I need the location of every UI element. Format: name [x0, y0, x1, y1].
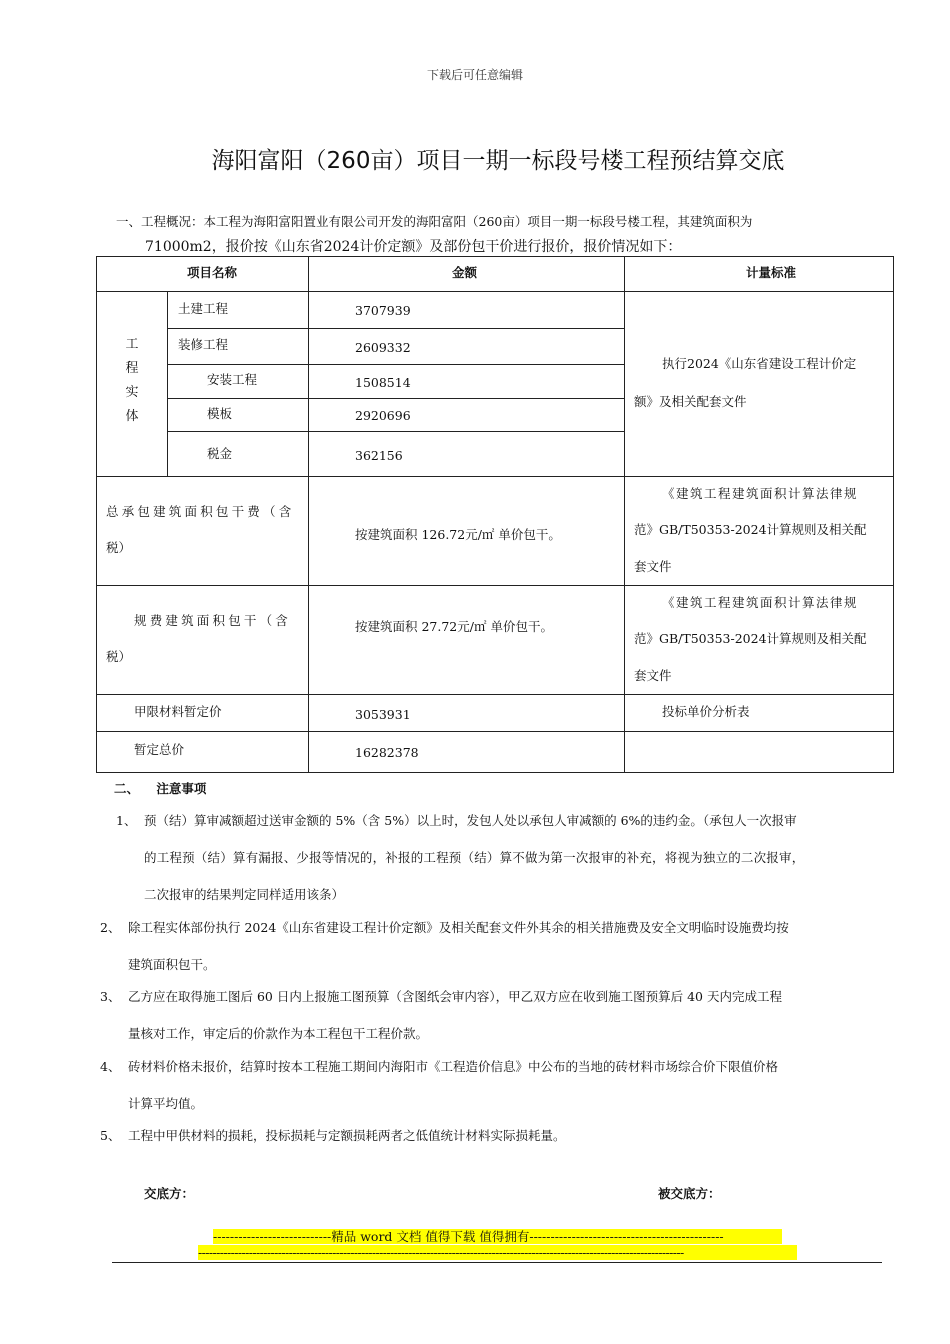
material-standard: 投标单价分析表 — [662, 704, 750, 719]
intro-line-2: 71000m2，报价按《山东省2024计价定额》及部份包干价进行报价，报价情况如下： — [145, 239, 682, 255]
entity-standard-line-2: 额》及相关配套文件 — [634, 394, 747, 409]
note-4-line-1: 砖材料价格未报价，结算时按本工程施工期间内海阳市《工程造价信息》中公布的当地的砖材料市场综合价下限值价格 — [128, 1059, 779, 1074]
fee-area-standard-2: 范》GB/T50353-2024计算规则及相关配 — [634, 631, 867, 646]
signature-left: 交底方： — [144, 1186, 195, 1201]
total-area-name-2: 税） — [106, 540, 132, 555]
row-decoration-name: 装修工程 — [178, 337, 229, 352]
footer-banner-line-1: ----------------------------精品 word 文档 值得下载 值得拥有---------------------------------------------- — [213, 1229, 782, 1244]
fee-area-name-1: 规费建筑面积包干（含 — [134, 613, 292, 628]
note-5-num: 5、 — [100, 1128, 121, 1143]
intro-line-1: 一、工程概况：本工程为海阳富阳置业有限公司开发的海阳富阳（260亩）项目一期一标段号楼工程，其建筑面积为 — [116, 214, 753, 229]
note-2-line-1: 除工程实体部份执行 2024《山东省建设工程计价定额》及相关配套文件外其余的相关措施费及安全文明临时设施费均按 — [128, 920, 789, 935]
total-area-standard-1: 《建筑工程建筑面积计算法律规 — [662, 486, 859, 501]
row-decoration-amount: 2609332 — [355, 340, 411, 355]
row-tax-amount: 362156 — [355, 448, 403, 463]
note-2-line-2: 建筑面积包干。 — [128, 957, 216, 972]
note-4-line-2: 计算平均值。 — [128, 1096, 204, 1111]
note-4-num: 4、 — [100, 1059, 121, 1074]
note-1-line-3: 二次报审的结果判定同样适用该条） — [144, 887, 345, 902]
fee-area-standard-3: 套文件 — [634, 668, 672, 683]
row-civil-amount: 3707939 — [355, 303, 411, 318]
note-5-line-1: 工程中甲供材料的损耗，投标损耗与定额损耗两者之低值统计材料实际损耗量。 — [128, 1128, 566, 1143]
total-area-amount: 按建筑面积 126.72元/㎡ 单价包干。 — [355, 527, 561, 542]
total-name: 暂定总价 — [134, 742, 185, 757]
footer-rule — [112, 1262, 882, 1263]
signature-right: 被交底方： — [658, 1186, 721, 1201]
material-amount: 3053931 — [355, 707, 411, 722]
footer-banner-line-2: -------------------------------------------------------------------------------------------------------------------------------------- — [198, 1245, 797, 1260]
header-standard: 计量标准 — [746, 265, 797, 280]
total-area-standard-3: 套文件 — [634, 559, 672, 574]
row-install-amount: 1508514 — [355, 375, 411, 390]
note-1-line-2: 的工程预（结）算有漏报、少报等情况的，补报的工程预（结）算不做为第一次报审的补充，将视为独立的二次报审， — [144, 850, 805, 865]
entity-label: 工 程 实 体 — [125, 337, 139, 424]
header-amount: 金额 — [452, 265, 478, 280]
row-formwork-amount: 2920696 — [355, 408, 411, 423]
material-name: 甲限材料暂定价 — [134, 704, 222, 719]
header-note: 下载后可任意编辑 — [426, 68, 523, 82]
row-formwork-name: 模板 — [207, 406, 233, 421]
note-1-num: 1、 — [116, 813, 137, 828]
row-tax-name: 税金 — [207, 446, 233, 461]
row-civil-name: 土建工程 — [178, 301, 229, 316]
total-amount: 16282378 — [355, 745, 419, 760]
total-area-name-1: 总承包建筑面积包干费（含 — [106, 504, 295, 519]
note-2-num: 2、 — [100, 920, 121, 935]
entity-standard-line-1: 执行2024《山东省建设工程计价定 — [662, 356, 857, 371]
row-install-name: 安装工程 — [207, 372, 258, 387]
fee-area-amount: 按建筑面积 27.72元/㎡ 单价包干。 — [355, 619, 553, 634]
fee-area-name-2: 税） — [106, 649, 132, 664]
total-area-standard-2: 范》GB/T50353-2024计算规则及相关配 — [634, 522, 867, 537]
note-1-line-1: 预（结）算审减额超过送审金额的 5%（含 5%）以上时，发包人处以承包人审减额的 6%的违约金。（承包人一次报审 — [144, 813, 797, 828]
document-title: 海阳富阳（260亩）项目一期一标段号楼工程预结算交底 — [211, 148, 785, 174]
note-3-line-1: 乙方应在取得施工图后 60 日内上报施工图预算（含图纸会审内容），甲乙双方应在收到施工图预算后 40 天内完成工程 — [128, 989, 782, 1004]
notes-heading: 二、 注意事项 — [114, 781, 207, 796]
header-item-name: 项目名称 — [187, 265, 238, 280]
note-3-line-2: 量核对工作，审定后的价款作为本工程包干工程价款。 — [128, 1026, 429, 1041]
note-3-num: 3、 — [100, 989, 121, 1004]
fee-area-standard-1: 《建筑工程建筑面积计算法律规 — [662, 595, 859, 610]
